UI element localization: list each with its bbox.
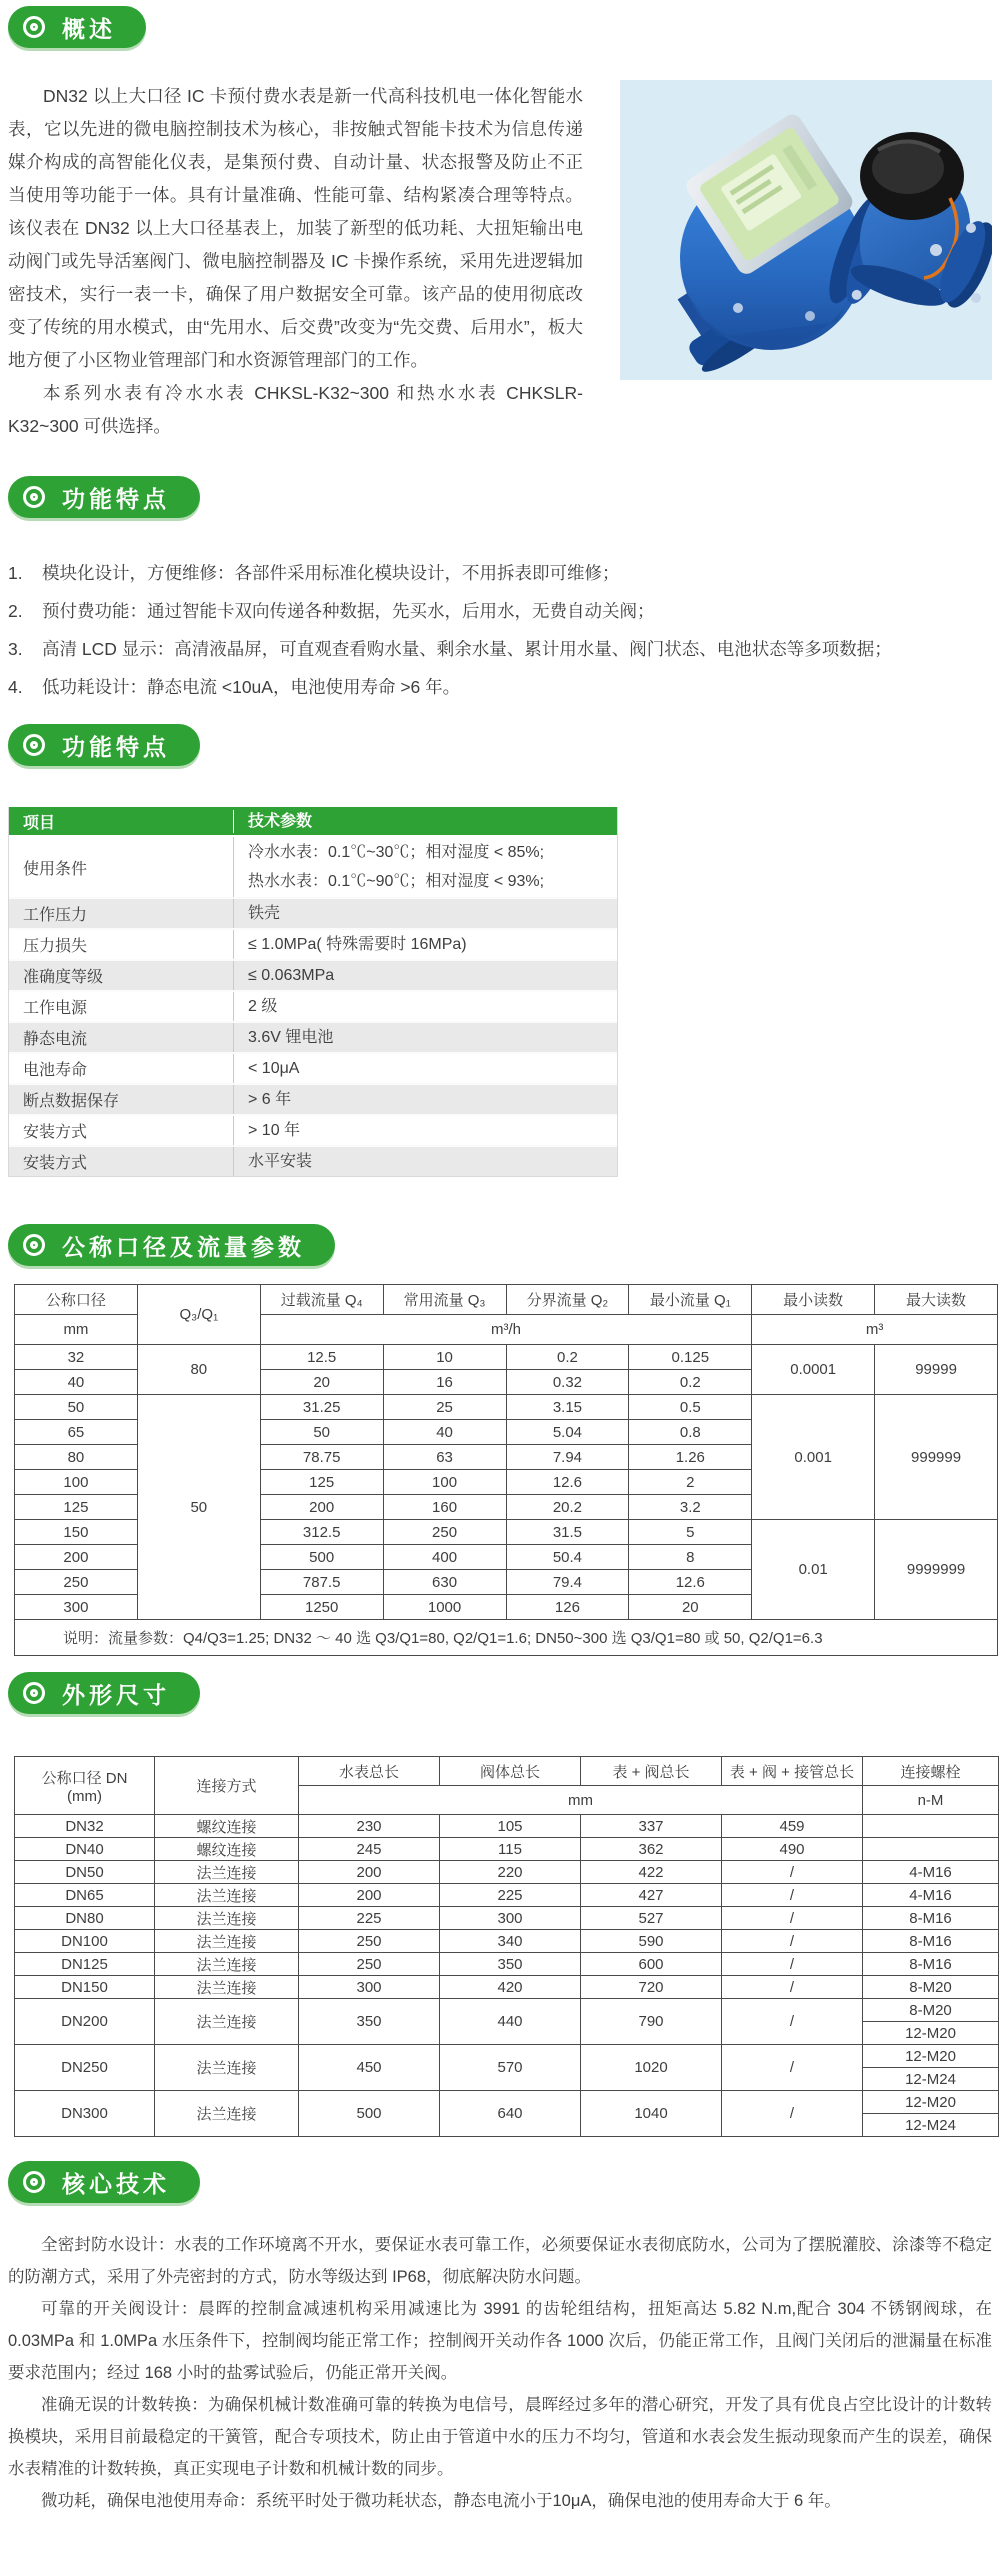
list-item-number: 1.	[8, 563, 23, 583]
row-value-line: 冷水水表：0.1℃~30℃；相对湿度 < 85%;	[248, 844, 545, 861]
cell: 12.6	[629, 1570, 752, 1595]
cell: 1020	[581, 2045, 722, 2091]
cell: 640	[440, 2091, 581, 2137]
cell: 312.5	[260, 1520, 383, 1545]
row-value	[234, 837, 617, 897]
cell: 8-M16	[863, 1953, 999, 1976]
cell: 40	[15, 1370, 138, 1395]
cell: 0.8	[629, 1420, 752, 1445]
cell: 160	[383, 1495, 506, 1520]
section-title-overview: 概述	[62, 15, 116, 42]
cell: 16	[383, 1370, 506, 1395]
cell: 12.5	[260, 1345, 383, 1370]
table-row	[9, 837, 617, 897]
cell: 150	[15, 1520, 138, 1545]
cell: 12-M20	[863, 2022, 999, 2045]
unit-cell: mm	[15, 1315, 138, 1345]
cell: 5	[629, 1520, 752, 1545]
product-photo	[620, 80, 992, 380]
table-header-row	[15, 1757, 999, 1786]
cell: 12-M24	[863, 2114, 999, 2137]
table-row	[15, 1907, 999, 1930]
cell: 245	[299, 1838, 440, 1861]
row-label: 静态电流	[9, 1023, 234, 1052]
list-item-text: 低功耗设计：静态电流 <10uA，电池使用寿命 >6 年。	[42, 677, 461, 697]
table-row	[15, 2091, 999, 2114]
cell: DN50	[15, 1861, 155, 1884]
list-item-text: 预付费功能：通过智能卡双向传递各种数据，先买水，后用水，无费自动关阀；	[42, 601, 655, 621]
cell: 2	[629, 1470, 752, 1495]
column-header: 表 + 阀 + 接管总长	[722, 1757, 863, 1786]
cell: 787.5	[260, 1570, 383, 1595]
cell: 32	[15, 1345, 138, 1370]
row-value: 2 级	[248, 998, 278, 1015]
row-label: 安装方式	[9, 1116, 234, 1145]
row-value: > 10 年	[248, 1122, 301, 1139]
cell: 250	[299, 1953, 440, 1976]
cell: 527	[581, 1907, 722, 1930]
cell: 337	[581, 1815, 722, 1838]
cell: 12.6	[506, 1470, 629, 1495]
cell: 5.04	[506, 1420, 629, 1445]
cell: DN125	[15, 1953, 155, 1976]
overview-text	[8, 80, 583, 443]
cell: 126	[506, 1595, 629, 1620]
row-label: 使用条件	[9, 837, 234, 897]
cell: 80	[15, 1445, 138, 1470]
cell: 500	[260, 1545, 383, 1570]
cell: 50	[260, 1420, 383, 1445]
cell: 8-M16	[863, 1930, 999, 1953]
cell: /	[722, 1884, 863, 1907]
cell: 250	[383, 1520, 506, 1545]
table-row	[9, 1083, 617, 1114]
row-value: 3.6V 锂电池	[248, 1029, 334, 1046]
cell: 999999	[875, 1395, 998, 1520]
cell: 440	[440, 1999, 581, 2045]
feature-list	[8, 554, 992, 706]
cell: 20	[260, 1370, 383, 1395]
cell: 20	[629, 1595, 752, 1620]
cell: 600	[581, 1953, 722, 1976]
bullseye-inner-dot	[30, 741, 38, 749]
cell: 9999999	[875, 1520, 998, 1620]
unit-cell: m³	[752, 1315, 998, 1345]
cell: 790	[581, 1999, 722, 2045]
cell: 1250	[260, 1595, 383, 1620]
cell: /	[722, 1953, 863, 1976]
row-value: 水平安装	[248, 1153, 313, 1170]
bullseye-icon	[23, 16, 45, 38]
row-label: 准确度等级	[9, 961, 234, 990]
row-label: 电池寿命	[9, 1054, 234, 1083]
table-header-row	[15, 1285, 998, 1315]
table-row	[9, 1114, 617, 1145]
row-value-line: 热水水表：0.1℃~90℃；相对湿度 < 93%;	[248, 873, 545, 890]
cell: 0.2	[506, 1345, 629, 1370]
table-row	[15, 1976, 999, 1999]
section-title-tech-params: 功能特点	[62, 733, 170, 760]
section-title-features: 功能特点	[62, 485, 170, 512]
cell: 1000	[383, 1595, 506, 1620]
table-row	[15, 1999, 999, 2022]
cell: 法兰连接	[155, 1930, 299, 1953]
cell: 12-M24	[863, 2068, 999, 2091]
cell: 31.25	[260, 1395, 383, 1420]
cell: 225	[299, 1907, 440, 1930]
bullseye-inner-dot	[30, 2178, 38, 2186]
cell: 230	[299, 1815, 440, 1838]
row-label: 安装方式	[9, 1147, 234, 1176]
table-row	[15, 1815, 999, 1838]
core-tech-paragraph: 微功耗，确保电池使用寿命：系统平时处于微功耗状态，静态电流小于10μA，确保电池的使用寿命大于 6 年。	[41, 2492, 841, 2510]
row-value: ≤ 0.063MPa	[248, 967, 335, 984]
bullseye-icon	[23, 1682, 45, 1704]
bullseye-icon	[23, 2171, 45, 2193]
overview-paragraph: 本系列水表有冷水水表 CHKSL-K32~300 和热水水表 CHKSLR-K32~300 可供选择。	[8, 383, 583, 436]
core-tech-paragraph: 可靠的开关阀设计：晨晖的控制盒减速机构采用减速比为 3991 的齿轮组结构，扭矩高达 5.82 N.m,配合 304 不锈钢阀球，在 0.03MPa 和 1.0MPa 水压条件下，控制阀均能正常工作；控制阀开关动作各 1000 次后，仍能正常工作，且阀门关闭后的泄漏量在标准要求范围内；经过 168 小时的盐雾试验后，仍能正常开关阀。	[8, 2300, 992, 2382]
cell: 12-M20	[863, 2091, 999, 2114]
cell: 0.32	[506, 1370, 629, 1395]
cell: 500	[299, 2091, 440, 2137]
row-value: 铁壳	[248, 905, 281, 922]
core-tech-text	[8, 2229, 992, 2517]
cell: 100	[383, 1470, 506, 1495]
flow-params-table	[14, 1284, 998, 1656]
cell: 8	[629, 1545, 752, 1570]
cell: 570	[440, 2045, 581, 2091]
cell: 法兰连接	[155, 2091, 299, 2137]
cell: 490	[722, 1838, 863, 1861]
section-header-dimensions	[8, 1672, 200, 1714]
cell: 420	[440, 1976, 581, 1999]
overview-section	[8, 80, 992, 443]
table-note-row	[15, 1620, 998, 1656]
cell: 3.15	[506, 1395, 629, 1420]
unit-cell: m³/h	[260, 1315, 752, 1345]
cell: 200	[260, 1495, 383, 1520]
list-item-number: 4.	[8, 677, 23, 697]
cell: 630	[383, 1570, 506, 1595]
column-header: 过载流量 Q₄	[260, 1285, 383, 1315]
table-row	[9, 1021, 617, 1052]
column-header: 连接方式	[155, 1757, 299, 1815]
cell: 31.5	[506, 1520, 629, 1545]
cell: 350	[440, 1953, 581, 1976]
cell: DN150	[15, 1976, 155, 1999]
cell: 1.26	[629, 1445, 752, 1470]
cell: 459	[722, 1815, 863, 1838]
cell: /	[722, 1907, 863, 1930]
cell: 40	[383, 1420, 506, 1445]
row-label: 压力损失	[9, 930, 234, 959]
bullseye-inner-dot	[30, 1689, 38, 1697]
column-header-line: 公称口径 DN	[41, 1769, 128, 1787]
table-row	[15, 1861, 999, 1884]
list-item-text: 模块化设计，方便维修：各部件采用标准化模块设计，不用拆表即可维修；	[42, 563, 620, 583]
cell: 100	[15, 1470, 138, 1495]
cell: 200	[299, 1861, 440, 1884]
bullseye-icon	[23, 486, 45, 508]
cell: 0.001	[752, 1395, 875, 1520]
section-title-core-tech: 核心技术	[62, 2170, 170, 2197]
column-header: 最小读数	[752, 1285, 875, 1315]
bullseye-inner-dot	[30, 1241, 38, 1249]
cell: DN40	[15, 1838, 155, 1861]
cell: DN65	[15, 1884, 155, 1907]
table-row	[15, 1345, 998, 1370]
cell: 0.125	[629, 1345, 752, 1370]
table-note: 说明：流量参数：Q4/Q3=1.25; DN32 ～ 40 选 Q3/Q1=80, Q2/Q1=1.6; DN50~300 选 Q3/Q1=80 或 50, Q2/Q1=6.3	[15, 1620, 998, 1656]
cell	[863, 1838, 999, 1861]
cell: 400	[383, 1545, 506, 1570]
cell: 200	[15, 1545, 138, 1570]
column-header: 阀体总长	[440, 1757, 581, 1786]
cell: /	[722, 2045, 863, 2091]
bullseye-inner-dot	[30, 23, 38, 31]
cell: 225	[440, 1884, 581, 1907]
cell: 590	[581, 1930, 722, 1953]
row-value: ≤ 1.0MPa( 特殊需要时 16MPa)	[248, 936, 467, 953]
cell: 300	[299, 1976, 440, 1999]
column-header: 公称口径	[15, 1285, 138, 1315]
bullseye-icon	[23, 734, 45, 756]
table-row	[15, 1930, 999, 1953]
cell: 99999	[875, 1345, 998, 1395]
row-value: > 6 年	[248, 1091, 292, 1108]
row-value: < 10μA	[248, 1060, 300, 1077]
cell: 4-M16	[863, 1861, 999, 1884]
overview-paragraph: DN32 以上大口径 IC 卡预付费水表是新一代高科技机电一体化智能水表，它以先进的微电脑控制技术为核心，非按触式智能卡技术为信息传递媒介构成的高智能化仪表，是集预付费、自动计量、状态报警及防止不正当使用等功能于一体。具有计量准确、性能可靠、结构紧凑合理等特点。该仪表在 DN32 以上大口径基表上，加装了新型的低功耗、大扭矩输出电动阀门或先导活塞阀门、微电脑控制器及 IC 卡操作系统，采用先进逻辑加密技术，实行一表一卡，确保了用户数据安全可靠。该产品的使用彻底改变了传统的用水模式，由“先用水、后交费”改变为“先交费、后用水”，板大地方便了小区物业管理部门和水资源管理部门的工作。	[8, 86, 583, 370]
cell: 7.94	[506, 1445, 629, 1470]
column-header: 最小流量 Q₁	[629, 1285, 752, 1315]
cell: 法兰连接	[155, 1884, 299, 1907]
cell: 1040	[581, 2091, 722, 2137]
column-header: 常用流量 Q₃	[383, 1285, 506, 1315]
cell: 10	[383, 1345, 506, 1370]
table-row	[9, 1145, 617, 1176]
cell: 50.4	[506, 1545, 629, 1570]
column-header: 表 + 阀总长	[581, 1757, 722, 1786]
cell: 250	[299, 1930, 440, 1953]
cell: 300	[15, 1595, 138, 1620]
list-item	[8, 592, 992, 630]
column-header: 连接螺栓	[863, 1757, 999, 1786]
cell: DN80	[15, 1907, 155, 1930]
dimensions-table	[14, 1756, 999, 2137]
cell: 法兰连接	[155, 1976, 299, 1999]
table-row	[15, 1953, 999, 1976]
column-header: 项目	[9, 810, 234, 833]
table-row	[15, 1884, 999, 1907]
table-header-row	[9, 807, 617, 837]
table-row	[9, 897, 617, 928]
cell: 340	[440, 1930, 581, 1953]
column-header: Q₃/Q₁	[137, 1285, 260, 1345]
table-row	[9, 1052, 617, 1083]
column-header: 分界流量 Q₂	[506, 1285, 629, 1315]
cell: DN300	[15, 2091, 155, 2137]
cell: 362	[581, 1838, 722, 1861]
cell: 螺纹连接	[155, 1838, 299, 1861]
cell: /	[722, 1861, 863, 1884]
cell: 3.2	[629, 1495, 752, 1520]
table-row	[15, 1395, 998, 1420]
cell: 220	[440, 1861, 581, 1884]
cell: 78.75	[260, 1445, 383, 1470]
column-header: 技术参数	[248, 812, 313, 830]
bullseye-icon	[23, 1234, 45, 1256]
cell: 422	[581, 1861, 722, 1884]
list-item	[8, 668, 992, 706]
unit-cell: mm	[299, 1786, 863, 1815]
cell: DN200	[15, 1999, 155, 2045]
cell: DN250	[15, 2045, 155, 2091]
cell: /	[722, 1999, 863, 2045]
cell: 65	[15, 1420, 138, 1445]
table-row	[9, 928, 617, 959]
section-title-flow-params: 公称口径及流量参数	[62, 1233, 305, 1260]
cell: 300	[440, 1907, 581, 1930]
table-row	[9, 959, 617, 990]
cell: 12-M20	[863, 2045, 999, 2068]
cell: 350	[299, 1999, 440, 2045]
list-item-number: 2.	[8, 601, 23, 621]
list-item-text: 高清 LCD 显示：高清液晶屏，可直观查看购水量、剩余水量、累计用水量、阀门状态、电池状态等多项数据；	[42, 639, 892, 659]
cell: 0.01	[752, 1520, 875, 1620]
list-item	[8, 630, 992, 668]
table-row	[15, 1838, 999, 1861]
cell: 0.5	[629, 1395, 752, 1420]
water-meter-illustration	[620, 80, 992, 380]
cell: 8-M16	[863, 1907, 999, 1930]
cell: /	[722, 1930, 863, 1953]
cell: /	[722, 1976, 863, 1999]
cell: 720	[581, 1976, 722, 1999]
column-header: 水表总长	[299, 1757, 440, 1786]
unit-cell: n-M	[863, 1786, 999, 1815]
cell: 80	[137, 1345, 260, 1395]
cell: 450	[299, 2045, 440, 2091]
row-label: 断点数据保存	[9, 1085, 234, 1114]
cell: 50	[137, 1395, 260, 1620]
core-tech-paragraph: 全密封防水设计：水表的工作环境离不开水，要保证水表可靠工作，必须要保证水表彻底防水，公司为了摆脱灌胶、涂漆等不稳定的防潮方式，采用了外壳密封的方式，防水等级达到 IP68，彻底解决防水问题。	[8, 2236, 992, 2286]
row-label: 工作电源	[9, 992, 234, 1021]
column-header	[15, 1757, 155, 1815]
cell: 法兰连接	[155, 1907, 299, 1930]
cell: 8-M20	[863, 1999, 999, 2022]
tech-params-table	[8, 807, 618, 1177]
column-header: 最大读数	[875, 1285, 998, 1315]
table-row	[15, 2045, 999, 2068]
bullseye-inner-dot	[30, 493, 38, 501]
cell: 法兰连接	[155, 1999, 299, 2045]
cell: 8-M20	[863, 1976, 999, 1999]
cell: 0.2	[629, 1370, 752, 1395]
cell	[863, 1815, 999, 1838]
cell: 法兰连接	[155, 1953, 299, 1976]
cell: 125	[260, 1470, 383, 1495]
cell: 20.2	[506, 1495, 629, 1520]
cell: 法兰连接	[155, 1861, 299, 1884]
table-row	[9, 990, 617, 1021]
section-header-features	[8, 476, 200, 518]
column-header-line: (mm)	[67, 1787, 102, 1805]
cell: /	[722, 2091, 863, 2137]
cell: 200	[299, 1884, 440, 1907]
cell: 25	[383, 1395, 506, 1420]
list-item	[8, 554, 992, 592]
cell: 63	[383, 1445, 506, 1470]
cell: 250	[15, 1570, 138, 1595]
cell: 0.0001	[752, 1345, 875, 1395]
cell: 螺纹连接	[155, 1815, 299, 1838]
section-title-dimensions: 外形尺寸	[62, 1681, 170, 1708]
section-header-overview	[8, 6, 146, 48]
list-item-number: 3.	[8, 639, 23, 659]
core-tech-paragraph: 准确无误的计数转换：为确保机械计数准确可靠的转换为电信号，晨晖经过多年的潜心研究，开发了具有优良占空比设计的计数转换模块，采用目前最稳定的干簧管，配合专项技术，防止由于管道中水的压力不均匀，管道和水表会发生振动现象而产生的误差，确保水表精准的计数转换，真正实现电子计数和机械计数的同步。	[8, 2396, 992, 2478]
cell: DN32	[15, 1815, 155, 1838]
cell: 79.4	[506, 1570, 629, 1595]
cell: 427	[581, 1884, 722, 1907]
cell: DN100	[15, 1930, 155, 1953]
row-label: 工作压力	[9, 899, 234, 928]
cell: 50	[15, 1395, 138, 1420]
cell: 105	[440, 1815, 581, 1838]
cell: 4-M16	[863, 1884, 999, 1907]
cell: 法兰连接	[155, 2045, 299, 2091]
cell: 125	[15, 1495, 138, 1520]
section-header-flow-params	[8, 1224, 335, 1266]
cell: 115	[440, 1838, 581, 1861]
section-header-core-tech	[8, 2161, 200, 2203]
section-header-tech-params	[8, 724, 200, 766]
